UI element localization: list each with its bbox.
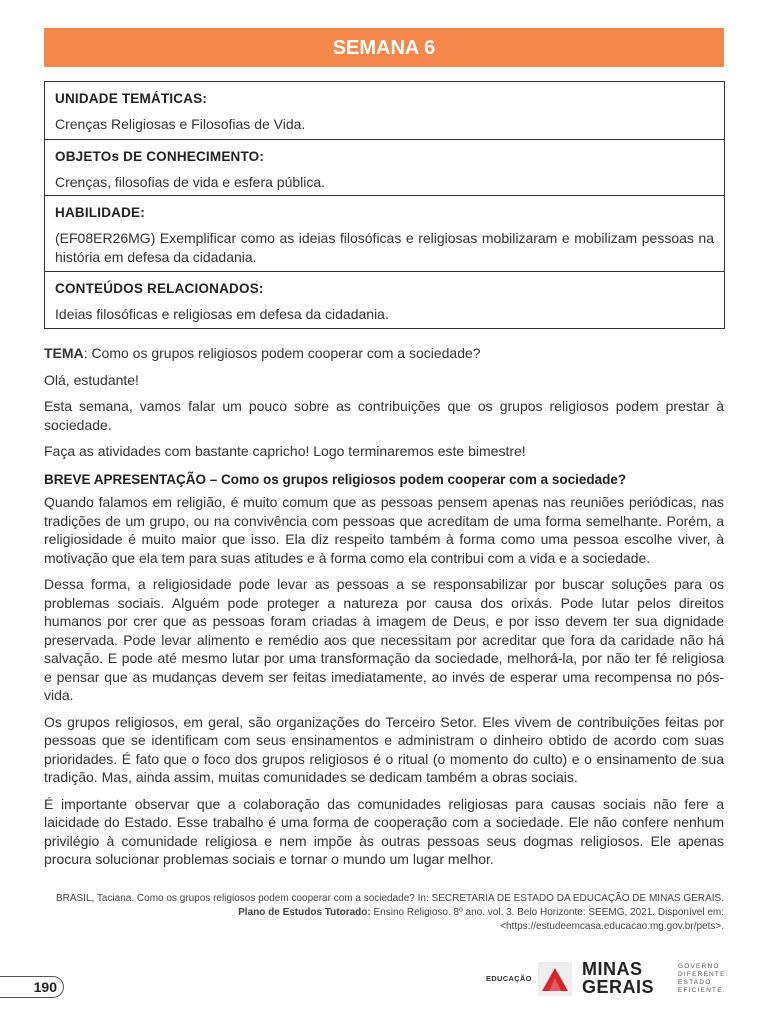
- info-row-objetos: [45, 140, 724, 196]
- info-value: (EF08ER26MG) Exemplificar como as ideias filosóficas e religiosas mobilizaram e mobilizam pessoas na história em defesa da cidadania.: [55, 230, 714, 265]
- slogan: [678, 963, 729, 995]
- info-value: Ideias filosóficas e religiosas em defesa da cidadania.: [55, 306, 389, 322]
- info-label: OBJETOs DE CONHECIMENTO:: [55, 149, 265, 164]
- info-label: HABILIDADE:: [55, 205, 145, 220]
- citation-bold: Plano de Estudos Tutorado:: [238, 907, 371, 918]
- slogan-line: DIFERENTE.: [678, 971, 729, 978]
- citation: [44, 892, 724, 934]
- intro-paragraph: Esta semana, vamos falar um pouco sobre as contribuições que os grupos religiosos podem prestar à sociedade.: [44, 398, 724, 433]
- tema-label: TEMA: [44, 345, 84, 361]
- body-paragraph: Dessa forma, a religiosidade pode levar as pessoas a se responsabilizar por buscar soluções para os problemas sociais. Alguém pode proteger a natureza por causa dos orixás. Pode lutar pelos direitos humanos por crer que as pessoas foram criadas à imagem de Deus, e por isso devem ter sua dignidade preservada. Pode levar alimento e remédio aos que necessitam por acreditar que fora da caridade não há salvação. E pode até mesmo lutar por uma transformação da sociedade, melhorá-la, por não ter fé religiosa e pensar que as mudanças devem ser feitas imediatamente, ao invés de esperar uma recompensa no pós-vida.: [44, 576, 724, 703]
- tema-line: [44, 344, 724, 363]
- info-value: Crenças, filosofias de vida e esfera pública.: [55, 174, 326, 190]
- info-label: UNIDADE TEMÁTICAS:: [55, 91, 208, 106]
- body-paragraph: É importante observar que a colaboração das comunidades religiosas para causas sociais não fere a laicidade do Estado. Esse trabalho é uma forma de cooperação com a sociedade. Ele não confere nenhum privilégio à comunidade religiosa e nem impõe às outras pessoas seus dogmas religiosos. Ele apenas procura solucionar problemas sociais e tornar o mundo um lugar melhor.: [44, 795, 724, 867]
- brand-line: GERAIS: [582, 977, 655, 997]
- body-paragraph: Os grupos religiosos, em geral, são organizações do Terceiro Setor. Eles vivem de contribuições feitas por pessoas que se identificam com seus ensinamentos e administram o dinheiro obtido de acordo com suas prioridades. É fato que o foco dos grupos religiosos é o ritual (o momento do culto) e o ensinamento de sua tradição. Mas, ainda assim, muitas comunidades se dedicam também a obras sociais.: [44, 713, 724, 785]
- body-paragraph: Quando falamos em religião, é muito comum que as pessoas pensem apenas nas reuniões periódicas, nas tradições de um grupo, ou na convivência com pessoas que acreditam de uma forma semelhante. Porém, a religiosidade é muito maior que isso. Ela diz respeito também à forma como uma pessoa escolhe viver, à motivação que ela tem para suas atitudes e à forma como ela contribui com a vida e a sociedade.: [44, 494, 724, 566]
- info-value: Crenças Religiosas e Filosofias de Vida.: [55, 116, 306, 132]
- page-number: 190: [0, 976, 64, 998]
- minas-gerais-triangle-icon: [538, 962, 572, 996]
- slogan-line: ESTADO: [678, 979, 712, 986]
- main-content: [44, 344, 724, 877]
- info-row-habilidade: [45, 196, 724, 272]
- citation-text: BRASIL, Taciana. Como os grupos religiosos podem cooperar com a sociedade? In: SECRETARIA DE ESTADO DA EDUCAÇÃO DE MINAS GERAIS.: [55, 893, 724, 904]
- info-row-conteudos: [45, 272, 724, 328]
- week-banner: [44, 28, 724, 67]
- info-row-unidade: [45, 82, 724, 140]
- intro-paragraph: Faça as atividades com bastante capricho! Logo terminaremos este bimestre!: [44, 443, 526, 459]
- section-heading: BREVE APRESENTAÇÃO – Como os grupos religiosos podem cooperar com a sociedade?: [44, 471, 627, 487]
- slogan-line: GOVERNO: [678, 963, 720, 970]
- week-title: SEMANA 6: [332, 37, 436, 59]
- info-table: [44, 81, 725, 329]
- tema-text: : Como os grupos religiosos podem cooperar com a sociedade?: [83, 345, 481, 361]
- greeting: Olá, estudante!: [44, 371, 139, 388]
- brand-name: [582, 960, 654, 996]
- government-logo: [486, 959, 729, 1000]
- education-label: EDUCAÇÃO: [486, 974, 532, 983]
- slogan-line: EFICIENTE.: [678, 987, 726, 994]
- brand-line: MINAS: [582, 959, 643, 979]
- info-label: CONTEÚDOS RELACIONADOS:: [55, 281, 264, 296]
- citation-text: Ensino Religioso. 8º ano. vol. 3. Belo Horizonte: SEEMG, 2021. Disponível em: <https://estudeemcasa.educacao.mg.gov.br/pets>.: [370, 907, 724, 932]
